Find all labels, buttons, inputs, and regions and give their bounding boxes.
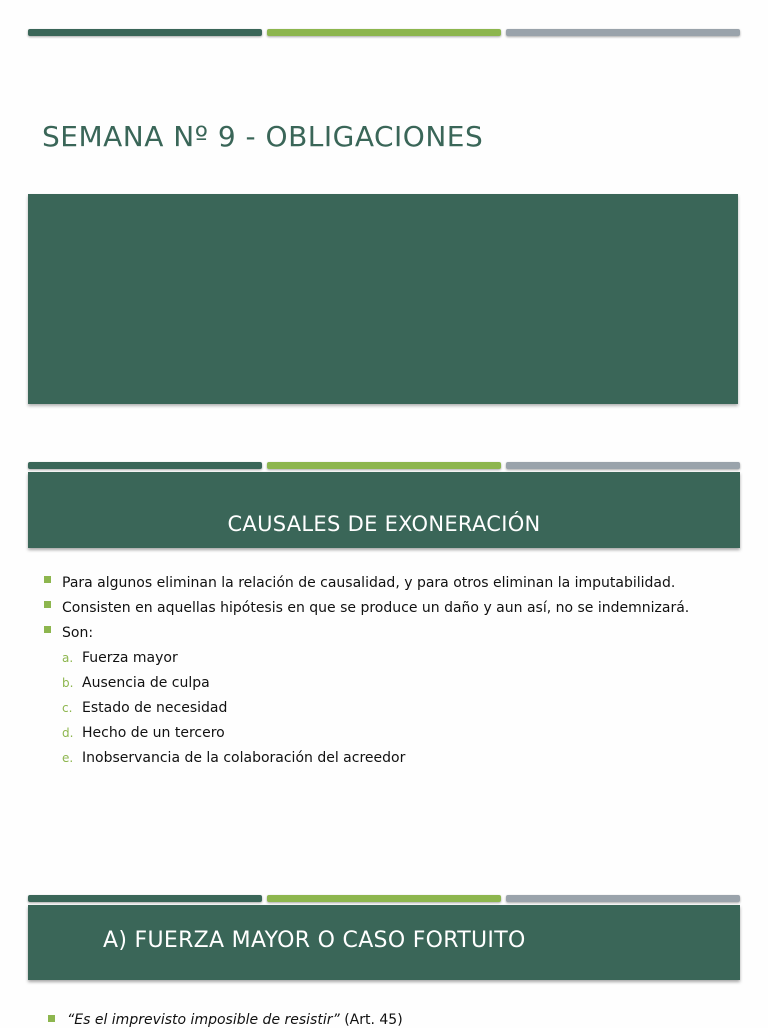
sub-list-marker: d. (62, 726, 74, 740)
sub-list-marker: a. (62, 651, 74, 665)
bullet-list (42, 571, 752, 646)
accent-stripe-gray (506, 895, 740, 902)
bullet-text: Para algunos eliminan la relación de causalidad, y para otros eliminan la imputabilidad. (62, 575, 676, 591)
bullet-item (42, 596, 752, 621)
bullet-text: Son: (62, 625, 94, 641)
accent-stripe-dark (28, 462, 262, 469)
slide3-title: A) FUERZA MAYOR O CASO FORTUITO (103, 928, 526, 953)
sub-list (62, 646, 405, 771)
bullet-square-icon (48, 1015, 55, 1022)
quote-reference: (Art. 45) (339, 1012, 403, 1028)
quote-text: “Es el imprevisto imposible de resistir” (67, 1012, 340, 1028)
sub-list-item (62, 721, 405, 746)
accent-stripe-dark (28, 895, 262, 902)
accent-stripe-green (267, 462, 501, 469)
sub-list-text: Hecho de un tercero (82, 725, 225, 741)
sub-list-item (62, 696, 405, 721)
sub-list-text: Inobservancia de la colaboración del acreedor (82, 750, 406, 766)
sub-list-text: Ausencia de culpa (82, 675, 210, 691)
bullet-item (42, 571, 752, 596)
bullet-text: Consisten en aquellas hipótesis en que se produce un daño y aun así, no se indemnizará. (62, 600, 690, 616)
accent-stripe-green (267, 29, 501, 36)
slide1-banner (28, 194, 738, 404)
accent-stripe-gray (506, 462, 740, 469)
accent-stripe-green (267, 895, 501, 902)
sub-list-text: Estado de necesidad (82, 700, 228, 716)
bullet-square-icon (44, 601, 51, 608)
sub-list-marker: c. (62, 701, 73, 715)
bullet-square-icon (44, 626, 51, 633)
sub-list-item (62, 646, 405, 671)
sub-list-marker: e. (62, 751, 74, 765)
sub-list-text: Fuerza mayor (82, 650, 178, 666)
sub-list-marker: b. (62, 676, 74, 690)
bullet-item (42, 621, 752, 646)
sub-list-item (62, 746, 405, 771)
slide1-title: SEMANA Nº 9 - OBLIGACIONES (42, 120, 484, 153)
slide2-title: CAUSALES DE EXONERACIÓN (227, 512, 541, 536)
bullet-square-icon (44, 576, 51, 583)
slide2-title-band (28, 472, 740, 548)
sub-list-item (62, 671, 405, 696)
quote-bullet (48, 1012, 403, 1028)
accent-stripe-gray (506, 29, 740, 36)
slide3-title-band (28, 905, 740, 980)
accent-stripe-dark (28, 29, 262, 36)
